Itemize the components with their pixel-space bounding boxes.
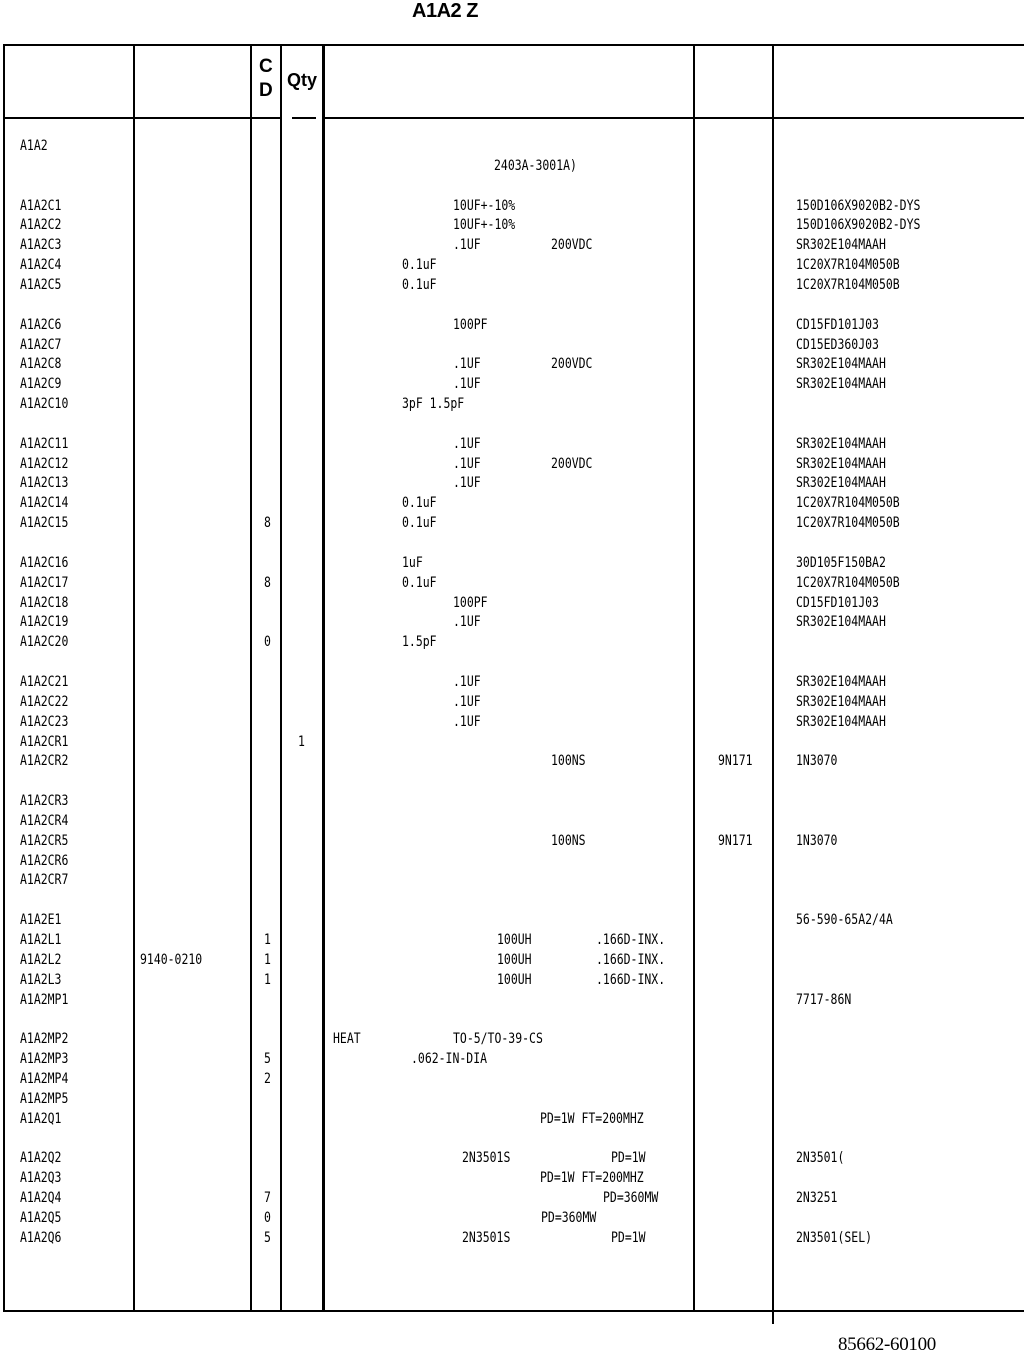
reference-designator: A1A2C18 bbox=[20, 594, 69, 611]
reference-designator: A1A2MP2 bbox=[20, 1031, 69, 1048]
check-digit: 8 bbox=[264, 515, 271, 532]
inductor-spec: .166D-INX. bbox=[596, 932, 666, 948]
value: 0.1uF bbox=[402, 515, 437, 532]
reference-designator: A1A2C20 bbox=[20, 634, 69, 651]
mfr-part-number: CD15FD101J03 bbox=[796, 594, 879, 611]
reference-designator: A1A2Q6 bbox=[20, 1229, 62, 1246]
reference-designator: A1A2C14 bbox=[20, 495, 69, 512]
mfr-part-number: CD15FD101J03 bbox=[796, 316, 879, 333]
transistor-type: 2N3501S bbox=[462, 1150, 511, 1167]
reference-designator: A1A2Q5 bbox=[20, 1209, 62, 1226]
mfr-part-number: SR302E104MAAH bbox=[796, 713, 886, 730]
value: .1UF bbox=[453, 237, 481, 254]
value: 3pF 1.5pF bbox=[402, 396, 465, 413]
value: .1UF bbox=[453, 673, 481, 690]
reference-designator: A1A2MP4 bbox=[20, 1070, 69, 1087]
check-digit: 5 bbox=[264, 1051, 271, 1068]
power-rating: PD=1W FT=200MHZ bbox=[540, 1170, 644, 1187]
reference-designator: A1A2MP1 bbox=[20, 991, 69, 1008]
value: .1UF bbox=[453, 614, 481, 631]
mfr-part-number: SR302E104MAAH bbox=[796, 693, 886, 710]
mfr-part-number: CD15ED360J03 bbox=[796, 336, 879, 353]
value: .1UF bbox=[453, 693, 481, 710]
mfr-part-number: SR302E104MAAH bbox=[796, 455, 886, 472]
power-rating: PD=360MW bbox=[603, 1190, 659, 1207]
mfr-part-number: 30D105F150BA2 bbox=[796, 554, 886, 571]
mfr-part-number: 1C20X7R104M050B bbox=[796, 257, 900, 274]
mfr-part-number: SR302E104MAAH bbox=[796, 614, 886, 631]
mfr-part-number: 150D106X9020B2-DYS bbox=[796, 197, 921, 214]
rating: 200VDC bbox=[551, 237, 593, 254]
value: 100PF bbox=[453, 594, 488, 611]
mfr-part-number: SR302E104MAAH bbox=[796, 475, 886, 492]
mfr-part-number: 56-590-65A2/4A bbox=[796, 912, 893, 929]
description: .062-IN-DIA bbox=[411, 1051, 488, 1068]
mfr-part-number: SR302E104MAAH bbox=[796, 356, 886, 373]
mfr-part-number: SR302E104MAAH bbox=[796, 673, 886, 690]
header-qty: Qty bbox=[287, 70, 318, 90]
document-number: 85662-60100 bbox=[837, 1334, 936, 1355]
check-digit: 1 bbox=[264, 951, 271, 968]
reference-designator: A1A2C1 bbox=[20, 197, 62, 214]
inductance: 100UH bbox=[497, 971, 532, 988]
inductance: 100UH bbox=[497, 932, 532, 948]
transistor-type: 2N3501S bbox=[462, 1229, 511, 1246]
reference-designator: A1A2C21 bbox=[20, 673, 69, 690]
reference-designator: A1A2C5 bbox=[20, 276, 62, 293]
reference-designator: A1A2C7 bbox=[20, 336, 62, 353]
reference-designator: A1A2Q3 bbox=[20, 1170, 62, 1187]
value: 1.5pF bbox=[402, 634, 437, 651]
value: 1uF bbox=[402, 554, 423, 571]
power-rating: PD=1W bbox=[611, 1229, 646, 1246]
check-digit: 0 bbox=[264, 1209, 271, 1226]
check-digit: 2 bbox=[264, 1070, 271, 1087]
inductance: 100UH bbox=[497, 951, 532, 968]
mfr-part-number: 1C20X7R104M050B bbox=[796, 515, 900, 532]
reference-designator: A1A2Q4 bbox=[20, 1190, 62, 1207]
reference-designator: A1A2Q2 bbox=[20, 1150, 62, 1167]
reference-designator: A1A2MP5 bbox=[20, 1090, 69, 1107]
value: 0.1uF bbox=[402, 495, 437, 512]
reference-designator: A1A2C6 bbox=[20, 316, 62, 333]
reference-designator: A1A2C9 bbox=[20, 376, 62, 393]
mfr-part-number: 1C20X7R104M050B bbox=[796, 276, 900, 293]
reference-designator: A1A2C11 bbox=[20, 435, 69, 452]
check-digit: 0 bbox=[264, 634, 271, 651]
check-digit: 1 bbox=[264, 971, 271, 988]
reference-designator: A1A2L3 bbox=[20, 971, 62, 988]
value: 10UF+-10% bbox=[453, 217, 516, 234]
description: HEAT bbox=[333, 1031, 361, 1048]
reference-designator: A1A2C2 bbox=[20, 217, 62, 234]
mfr-part-number: 7717-86N bbox=[796, 991, 852, 1008]
mfr-part-number: 1N3070 bbox=[796, 753, 838, 770]
value: .1UF bbox=[453, 435, 481, 452]
value: .1UF bbox=[453, 713, 481, 730]
mfr-code: 9N171 bbox=[718, 832, 753, 849]
inductor-spec: .166D-INX. bbox=[596, 951, 666, 968]
rating: 100NS bbox=[551, 753, 586, 770]
reference-designator: A1A2CR3 bbox=[20, 793, 69, 810]
reference-designator: A1A2C22 bbox=[20, 693, 69, 710]
mfr-part-number: 1C20X7R104M050B bbox=[796, 574, 900, 591]
reference-designator: A1A2 bbox=[20, 138, 48, 154]
reference-designator: A1A2C10 bbox=[20, 396, 69, 413]
check-digit: 8 bbox=[264, 574, 271, 591]
power-rating: PD=360MW bbox=[541, 1209, 597, 1226]
value: 0.1uF bbox=[402, 574, 437, 591]
value: .1UF bbox=[453, 356, 481, 373]
description: 2403A-3001A) bbox=[494, 157, 577, 174]
value: .1UF bbox=[453, 455, 481, 472]
value: .1UF bbox=[453, 475, 481, 492]
reference-designator: A1A2CR4 bbox=[20, 812, 69, 829]
reference-designator: A1A2C17 bbox=[20, 574, 69, 591]
check-digit: 1 bbox=[264, 932, 271, 948]
mfr-part-number: SR302E104MAAH bbox=[796, 376, 886, 393]
reference-designator: A1A2CR6 bbox=[20, 852, 69, 869]
reference-designator: A1A2C12 bbox=[20, 455, 69, 472]
reference-designator: A1A2C16 bbox=[20, 554, 69, 571]
reference-designator: A1A2C4 bbox=[20, 257, 62, 274]
reference-designator: A1A2CR7 bbox=[20, 872, 69, 889]
mfr-part-number: 2N3251 bbox=[796, 1190, 838, 1207]
header-cd-d: D bbox=[259, 80, 273, 101]
mfr-part-number: 150D106X9020B2-DYS bbox=[796, 217, 921, 234]
reference-designator: A1A2MP3 bbox=[20, 1051, 69, 1068]
value: 0.1uF bbox=[402, 276, 437, 293]
rating: 200VDC bbox=[551, 356, 593, 373]
rating: 100NS bbox=[551, 832, 586, 849]
mfr-part-number: 1N3070 bbox=[796, 832, 838, 849]
part-number: 9140-0210 bbox=[140, 951, 203, 968]
mfr-part-number: 2N3501( bbox=[796, 1150, 845, 1167]
power-rating: PD=1W bbox=[611, 1150, 646, 1167]
reference-designator: A1A2E1 bbox=[20, 912, 62, 929]
header-cd-c: C bbox=[259, 56, 273, 77]
value: 10UF+-10% bbox=[453, 197, 516, 214]
value: 0.1uF bbox=[402, 257, 437, 274]
inductor-spec: .166D-INX. bbox=[596, 971, 666, 988]
reference-designator: A1A2C23 bbox=[20, 713, 69, 730]
quantity: 1 bbox=[298, 733, 305, 750]
power-rating: PD=1W FT=200MHZ bbox=[540, 1110, 644, 1127]
reference-designator: A1A2C13 bbox=[20, 475, 69, 492]
reference-designator: A1A2L2 bbox=[20, 951, 62, 968]
reference-designator: A1A2L1 bbox=[20, 932, 62, 948]
reference-designator: A1A2Q1 bbox=[20, 1110, 62, 1127]
value: .1UF bbox=[453, 376, 481, 393]
reference-designator: A1A2C8 bbox=[20, 356, 62, 373]
mfr-part-number: 1C20X7R104M050B bbox=[796, 495, 900, 512]
value: 100PF bbox=[453, 316, 488, 333]
mfr-code: 9N171 bbox=[718, 753, 753, 770]
check-digit: 5 bbox=[264, 1229, 271, 1246]
rating: 200VDC bbox=[551, 455, 593, 472]
page-title: A1A2 Z bbox=[412, 0, 478, 22]
check-digit: 7 bbox=[264, 1190, 271, 1207]
reference-designator: A1A2C15 bbox=[20, 515, 69, 532]
mfr-part-number: 2N3501(SEL) bbox=[796, 1229, 873, 1246]
reference-designator: A1A2CR1 bbox=[20, 733, 69, 750]
description: TO-5/TO-39-CS bbox=[453, 1031, 543, 1048]
reference-designator: A1A2CR2 bbox=[20, 753, 69, 770]
reference-designator: A1A2C19 bbox=[20, 614, 69, 631]
mfr-part-number: SR302E104MAAH bbox=[796, 435, 886, 452]
reference-designator: A1A2CR5 bbox=[20, 832, 69, 849]
mfr-part-number: SR302E104MAAH bbox=[796, 237, 886, 254]
reference-designator: A1A2C3 bbox=[20, 237, 62, 254]
